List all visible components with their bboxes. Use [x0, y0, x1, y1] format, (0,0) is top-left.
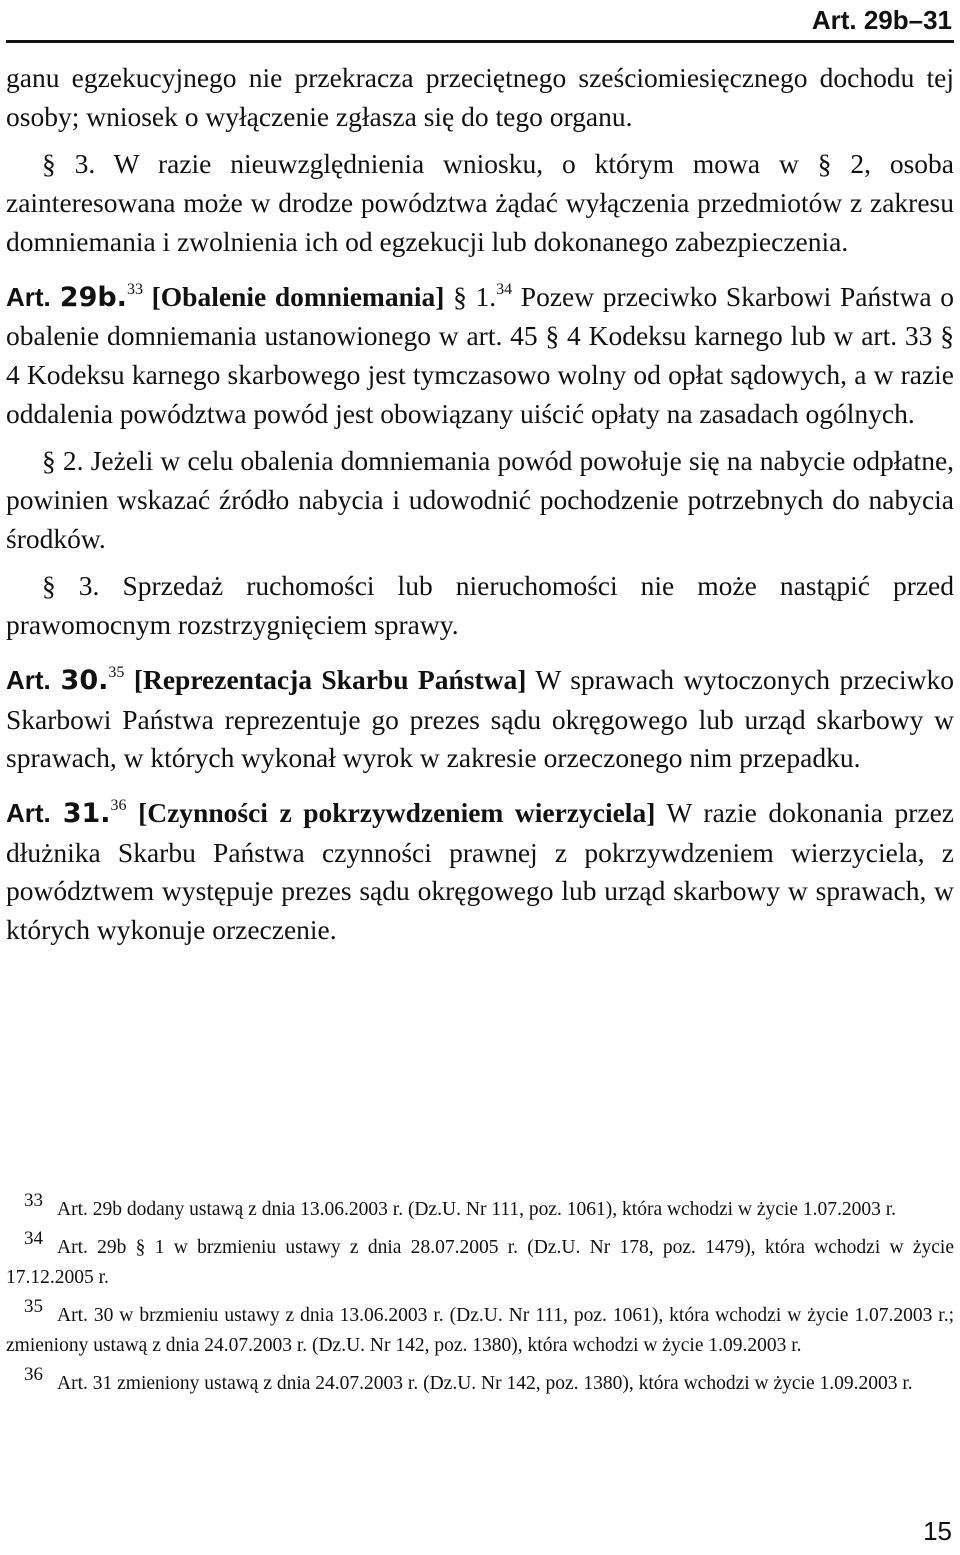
- header-rule: [6, 40, 954, 43]
- footnote-number: 35: [24, 1295, 43, 1317]
- paragraph-text: Pozew przeciwko Skarbowi Państwa o obalenie domniemania ustanowionego w art. 45 § 4 Kodeksu karnego lub w art. 33 § 4 Kodeksu karnego skarbowego jest tymczasowo wolny od opłat sądowych, a w razie oddalenia powództwa powód jest obowiązany uiścić opłaty na zasadach ogólnych.: [6, 280, 955, 429]
- article-31: [6, 794, 954, 950]
- footnote-number: 34: [24, 1227, 43, 1249]
- paragraph-text: W razie dokonania przez dłużnika Skarbu Państwa czynności prawnej z pokrzywdzeniem wierzyciela, z powództwem występuje prezes sądu okręgowego lub urząd skarbowy w sprawach, w których wykonuje orzeczenie.: [6, 796, 954, 946]
- paragraph-text: Jeżeli w celu obalenia domniemania powód powołuje się na nabycie odpłatne, powinien wskazać źródło nabycia i udowodnić pochodzenie potrzebnych do nabycia środków.: [6, 445, 955, 554]
- footnote-ref: 33: [126, 280, 143, 298]
- footnote-text: Art. 29b § 1 w brzmieniu ustawy z dnia 28.07.2005 r. (Dz.U. Nr 178, poz. 1479), która wchodzi w życie 17.12.2005 r.: [6, 1236, 954, 1288]
- continuation-paragraph: [6, 59, 954, 136]
- paragraph-label: § 1.: [453, 280, 497, 312]
- page-number: 15: [923, 1516, 952, 1546]
- footnote-number: 33: [24, 1190, 43, 1211]
- paragraph-text: Sprzedaż ruchomości lub nieruchomości nie może nastąpić przed prawomocnym rozstrzygnięciem sprawy.: [6, 570, 955, 641]
- footnote-item: [6, 1295, 954, 1362]
- article-label: Art. 29b.: [6, 281, 127, 313]
- footnote-text: Art. 31 zmieniony ustawą z dnia 24.07.2003 r. (Dz.U. Nr 142, poz. 1380), która wchodzi w życie 1.09.2003 r.: [57, 1372, 913, 1394]
- article-29b-paragraph-2: [6, 442, 954, 558]
- footnote-text: Art. 29b dodany ustawą z dnia 13.06.2003 r. (Dz.U. Nr 111, poz. 1061), która wchodzi w życie 1.07.2003 r.: [57, 1199, 897, 1220]
- paragraph-label: § 2.: [42, 445, 84, 477]
- article-29b-paragraph-3: [6, 567, 954, 644]
- running-header: Art. 29b–31: [811, 5, 952, 35]
- footnote-ref: 35: [108, 663, 125, 681]
- article-number: 30.: [60, 664, 109, 696]
- footnote-item: [6, 1363, 954, 1400]
- footnote-ref: 36: [110, 796, 127, 814]
- paragraph-text: W sprawach wytoczonych przeciwko Skarbowi Państwa reprezentuje go prezes sądu okręgowego lub urząd skarbowy w sprawach, w których wykonał wyrok w zakresie orzeczonego nim przepadku.: [6, 663, 954, 774]
- article-29b: [6, 278, 954, 434]
- article-title: [Obalenie domniemania]: [151, 280, 445, 312]
- article-title: [Czynności z pokrzywdzeniem wierzyciela]: [138, 796, 656, 828]
- article-30: [6, 661, 954, 778]
- paragraph-3: [6, 145, 954, 261]
- paragraph-text: W razie nieuwzględnienia wniosku, o którym mowa w § 2, osoba zainteresowana może w drodze powództwa żądać wyłączenia przedmiotów z zakresu domniemania i zwolnienia ich od egzekucji lub dokonanego zabezpieczenia.: [6, 148, 954, 257]
- article-title: [Reprezentacja Skarbu Państwa]: [133, 663, 527, 695]
- footnote-item: [6, 1227, 954, 1294]
- footnote-ref: 34: [496, 280, 513, 298]
- article-label: Art. 30.: [6, 664, 109, 696]
- paragraph-label: § 3.: [42, 148, 96, 180]
- article-label: Art. 31.: [6, 797, 111, 829]
- footnote-text: Art. 30 w brzmieniu ustawy z dnia 13.06.2003 r. (Dz.U. Nr 111, poz. 1061), która wchodzi w życie 1.07.2003 r.; zmieniony ustawą z dnia 24.07.2003 r. (Dz.U. Nr 142, poz. 1380), która wchodzi w życie 1.09.2003 r.: [6, 1304, 954, 1356]
- article-number: 31.: [62, 797, 111, 829]
- footnotes: [6, 1190, 954, 1406]
- footnote-number: 36: [24, 1363, 43, 1385]
- footnote-item: [6, 1190, 954, 1226]
- article-number: 29b.: [59, 281, 127, 313]
- paragraph-label: § 3.: [42, 570, 100, 602]
- continuation-text: ganu egzekucyjnego nie przekracza przeciętnego sześciomiesięcznego dochodu tej osoby; wniosek o wyłączenie zgłasza się do tego organu.: [6, 62, 954, 132]
- body-text: [6, 59, 954, 950]
